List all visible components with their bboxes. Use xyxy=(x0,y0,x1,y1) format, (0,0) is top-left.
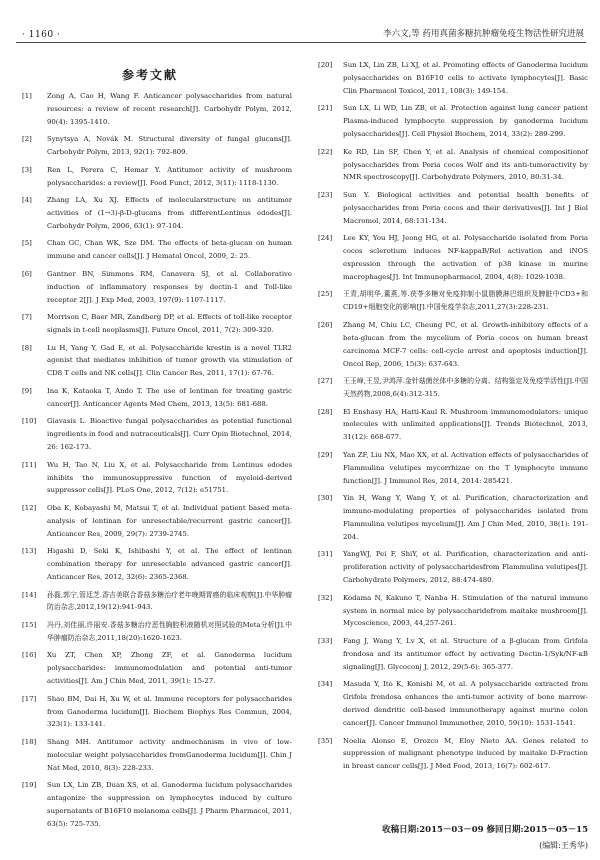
reference-text: Sun LX, Lin ZB, Li XJ, et al. Promoting effects of Ganoderma lucidum polysaccharides on B16F10 cells to activate lymphocytes[J]. Basic Clin Pharmacol Toxicol, 2011, 108(3): 149-154. xyxy=(343,61,588,95)
reference-entry xyxy=(318,102,588,141)
reference-entry xyxy=(22,502,292,541)
reference-entry xyxy=(318,635,588,674)
reference-entry xyxy=(318,189,588,228)
reference-number: [6] xyxy=(22,269,32,278)
reference-number: [5] xyxy=(22,239,32,248)
header-rule xyxy=(16,42,586,43)
reference-number: [22] xyxy=(318,147,333,156)
reference-number: [35] xyxy=(318,736,333,745)
reference-entry xyxy=(22,459,292,498)
reference-entry xyxy=(22,415,292,454)
reference-entry xyxy=(318,548,588,587)
reference-entry xyxy=(22,385,292,411)
reference-entry xyxy=(22,90,292,129)
reference-number: [11] xyxy=(22,460,37,469)
reference-number: [18] xyxy=(22,737,37,746)
reference-number: [32] xyxy=(318,593,333,602)
reference-number: [2] xyxy=(22,135,32,144)
reference-number: [30] xyxy=(318,494,333,503)
reference-number: [17] xyxy=(22,694,37,703)
reference-number: [26] xyxy=(318,320,333,329)
reference-number: [3] xyxy=(22,165,32,174)
reference-entry xyxy=(318,59,588,98)
reference-text: Sun LX, Lin ZB, Duan XS, et al. Ganoderma lucidum polysaccharides antagonize the suppression on lymphocytes induced by culture supernatants of B16F10 melanoma cells[J]. J Pharm Pharmacol, 2011, 63(5): 725-735. xyxy=(47,781,292,828)
reference-entry xyxy=(22,619,292,645)
reference-number: [34] xyxy=(318,680,333,689)
reference-number: [25] xyxy=(318,290,333,299)
reference-entry xyxy=(22,311,292,337)
references-right-column xyxy=(318,59,588,778)
reference-number: [7] xyxy=(22,313,32,322)
reference-entry xyxy=(318,449,588,488)
reference-entry xyxy=(22,779,292,831)
page-number: · 1160 · xyxy=(22,30,61,40)
reference-text: Ke RD, Lin SF, Chen Y, et al. Analysis of chemical compositionof polysaccharides from Poria cocos Wolf and its anti-tumoractivity by NMR spectroscopy[J]. Carbohydrate Polymers, 2010, 80:31-34. xyxy=(343,147,588,182)
reference-number: [24] xyxy=(318,234,333,243)
reference-text: 王玉峰,王昱,尹鸿萍.金针菇菌丝体中多糖的分离、结构鉴定及免疫学活性[J].中国天然药物,2008,6(4):312-315. xyxy=(343,377,588,398)
reference-text: YangWJ, Pei F, ShiY, et al. Purification, characterization and anti-proliferation activity of polysaccharidesfrom Flammulina velutipes[J]. Carbohydrate Polymers, 2012, 88:474-480. xyxy=(343,550,588,585)
reference-number: [33] xyxy=(318,636,333,645)
reference-entry xyxy=(318,232,588,284)
reference-number: [15] xyxy=(22,620,37,629)
reference-number: [31] xyxy=(318,550,333,559)
reference-entry xyxy=(22,649,292,688)
reference-text: Yin H, Wang Y, Wang Y, et al. Purification, characterization and immuno-modulating properties of polysaccharides isolated from Flammulina velutipes mycelium[J]. Am J Chin Med, 2010, 38(1): 191-204. xyxy=(343,494,588,541)
reference-number: [19] xyxy=(22,781,37,790)
reference-text: El Enshasy HA, Hatti-Kaul R. Mushroom immunomodulators: unique molecules with unlimited applications[J]. Trends Biotechnol, 2013, 31(12): 668-677. xyxy=(343,407,588,442)
reference-entry xyxy=(318,406,588,445)
editor-credit: (编辑:王秀华) xyxy=(539,841,588,850)
reference-entry xyxy=(318,288,588,314)
received-revised-dates: 收稿日期:2015－03－09 修回日期:2015－05－15 xyxy=(382,825,588,835)
reference-entry xyxy=(22,133,292,159)
reference-text: Oba K, Kobayashi M, Matsui T, et al. Individual patient based meta-analysis of lentinan for unresectable/recurrent gastric cancer[J]. Anticancer Res, 2009, 29(7): 2739-2745. xyxy=(47,503,292,538)
reference-text: Ina K, Kataoka T, Ando T. The use of lentinan for treating gastric cancer[J]. Anticancer Agents Med Chem, 2013, 13(5): 681-688. xyxy=(47,386,292,408)
reference-text: Fang J, Wang Y, Lv X, et al. Structure of a β-glucan from Grifola frondosa and its antitumor effect by activating Dectin-1/Syk/NF-κB signaling[J]. Glycoconj J, 2012, 29(5-6): 365-377. xyxy=(343,636,588,671)
reference-text: Wu H, Tao N, Liu X, et al. Polysaccharide from Lentinus edodes inhibits the immunosuppressive function of myeloid-derived suppressor cells[J]. PLoS One, 2012, 7(12): e51751. xyxy=(47,460,292,495)
references-left-column xyxy=(22,90,292,836)
reference-entry xyxy=(318,735,588,774)
reference-text: Zhang M, Chiu LC, Cheung PC, et al. Growth-inhibitory effects of a beta-glucan from the mycelium of Poria cocos on human breast carcinoma MCF-7 cells: cell-cycle arrest and apoptosis induction[J]. Oncol Rep, 2006, 15(3): 637-643. xyxy=(343,320,588,368)
reference-text: Masuda Y, Ito K, Konishi M, et al. A polysaccharide extracted from Grifola frondosa enhances the anti-tumor activity of bone marrow-derived dendritic cell-based immunotherapy against murine colon cancer[J]. Cancer Immunol Immunother, 2010, 59(10): 1531-1541. xyxy=(343,680,588,727)
reference-text: Kodama N, Kakuno T, Nanba H. Stimulation of the natural immune system in normal mice by polysaccharidefrom maitake mushroom[J]. Mycoscience, 2003, 44,257-261. xyxy=(343,593,588,628)
reference-number: [21] xyxy=(318,104,333,113)
reference-entry xyxy=(318,375,588,401)
reference-text: 冯丹,刘佳丽,许丽安.香菇多糖治疗恶性胸腔积液随机对照试验的Meta分析[J].中华肿瘤防治杂志,2011,18(20):1620-1623. xyxy=(47,620,292,642)
reference-text: Sun LX, Li WD, Lin ZB, et al. Protection against lung cancer patient Plasma-induced lymphocyte suppression by ganoderma lucidum polysaccharides[J]. Cell Physiol Biochem, 2014, 33(2): 289-299. xyxy=(343,104,588,139)
reference-entry xyxy=(22,237,292,263)
reference-text: Giavasis L. Bioactive fungal polysaccharides as potential functional ingredients in food and nutraceuticals[J]. Curr Opin Biotechnol, 2014, 26: 162-173. xyxy=(47,417,292,452)
reference-text: Chan GC, Chan WK, Sze DM. The effects of beta-glucan on human immune and cancer cells[J]. J Hematol Oncol, 2009, 2: 25. xyxy=(47,239,292,261)
reference-entry xyxy=(318,146,588,185)
reference-number: [13] xyxy=(22,547,37,556)
reference-number: [10] xyxy=(22,417,37,426)
reference-number: [16] xyxy=(22,651,37,660)
reference-entry xyxy=(22,268,292,307)
running-header: 李六文,等 药用真菌多糖抗肿瘤免疫生物活性研究进展 xyxy=(383,29,584,39)
reference-entry xyxy=(22,194,292,233)
reference-text: Zhang LA, Xu XJ. Effects of molecularstructure on antitumor activities of (1→3)-β-D-glucans from differentLentinus edodes[J]. Carbohydr Polym, 2006, 63(1): 97-104. xyxy=(47,196,292,230)
reference-entry xyxy=(318,319,588,371)
reference-text: Synytsya A, Novák M. Structural diversity of fungal glucans[J]. Carbohydr Polym, 2013, 92(1): 792-809. xyxy=(47,135,292,157)
reference-text: Higashi D, Seki K, Ishibashi Y, et al. The effect of lentinan combination therapy for unresectable advanced gastric cancer[J]. Anticancer Res, 2012, 32(6): 2365-2368. xyxy=(47,547,292,582)
reference-text: Sun Y. Biological activities and potential health benefits of polysaccharides from Poria cocos and their derivatives[J]. Int J Biol Macromol, 2014, 68:131-134. xyxy=(343,190,588,225)
reference-entry xyxy=(318,492,588,544)
reference-entry xyxy=(22,164,292,190)
reference-text: Ren L, Perera C, Hemar Y. Antitumor activity of mushroom polysaccharides: a review[J]. Food Funct, 2012, 3(11): 1118-1130. xyxy=(47,165,292,187)
reference-text: Lu H, Yang Y, Gad E, et al. Polysaccharide krestin is a novel TLR2 agonist that mediates inhibition of tumor growth via stimulation of CD8 T cells and NK cells[J]. Clin Cancer Res, 2011, 17(1): 67-76. xyxy=(47,343,292,378)
reference-text: Morrison C, Baer MR, Zandberg DP, et al. Effects of toll-like receptor signals in t-cell neoplasms[J]. Future Oncol, 2011, 7(2): 309-320. xyxy=(47,313,292,335)
reference-number: [9] xyxy=(22,386,32,395)
reference-number: [4] xyxy=(22,196,32,205)
reference-entry xyxy=(22,693,292,732)
reference-text: Zong A, Cao H, Wang F. Anticancer polysaccharides from natural resources: a review of recent research[J]. Carbohydr Polym, 2012, 90(4): 1395-1410. xyxy=(47,92,292,126)
reference-entry xyxy=(318,678,588,730)
reference-text: Shang MH. Antitumor activity andmechanism in vivo of low-molecular weight polysaccharides fromGanoderma lucidum[J]. Chin J Nat Med, 2010, 8(3): 228-233. xyxy=(47,737,292,772)
reference-text: Noelia Alonso E, Orozco M, Eloy Nieto AA. Genes related to suppression of malignant phenotype induced by maitake D-Fraction in breast cancer cells[J]. J Med Food, 2013, 16(7): 602-617. xyxy=(343,736,588,771)
reference-number: [20] xyxy=(318,61,333,69)
reference-text: 王青,胡明华,董燕,等.茯苓多糖对免疫抑制小鼠脂膜淋巴组织及脾脏中CD3+和CD19+细胞变化的影响[J].中国免疫学杂志,2011,27(3):228-231. xyxy=(343,290,588,312)
reference-entry xyxy=(22,736,292,775)
references-heading: 参考文献 xyxy=(121,68,178,82)
reference-number: [27] xyxy=(318,377,333,386)
reference-number: [29] xyxy=(318,450,333,459)
reference-text: 孙磊,郭宁,管廷芝.香吉美联合香菇多糖治疗老年晚期胃癌的临床观察[J].中华肿瘤防治杂志,2012,19(12):941-943. xyxy=(47,590,292,612)
reference-number: [12] xyxy=(22,503,37,512)
reference-number: [14] xyxy=(22,590,37,599)
reference-number: [28] xyxy=(318,407,333,416)
reference-number: [1] xyxy=(22,92,32,100)
reference-number: [23] xyxy=(318,190,333,199)
reference-entry xyxy=(22,589,292,615)
reference-entry xyxy=(22,342,292,381)
reference-text: Shao BM, Dai H, Xu W, et al. Immune receptors for polysaccharides from Ganoderma lucidum[J]. Biochem Biophys Res Commun, 2004, 323(1): 133-141. xyxy=(47,694,292,729)
reference-text: Lee KY, You HJ, Jeong HG, et al. Polysaccharide isolated from Poria cocos sclerotium induces NF-kappaB/Rel activation and iNOS expression through the activation of p38 kinase in murine macrophages[J]. Int Immunopharmacol, 2004, 4(8): 1029-1038. xyxy=(343,234,588,281)
reference-number: [8] xyxy=(22,343,32,352)
reference-text: Xu ZT, Chen XP, Zhong ZF, et al. Ganoderma lucidum polysaccharides: immunomodulation and potential anti-tumor activities[J]. Am J Chin Med, 2011, 39(1): 15-27. xyxy=(47,651,292,686)
reference-text: Gantner BN, Simmons RM, Canavera SJ, et al. Collaborative induction of inflammatory responses by dectin-1 and Toll-like receptor 2[J]. J Exp Med, 2003, 197(9): 1107-1117. xyxy=(47,269,292,304)
reference-entry xyxy=(22,545,292,584)
reference-text: Yan ZF, Liu NX, Mao XX, et al. Activation effects of polysaccharides of Flammulina velutipes mycorrhizae on the T lymphocyte immune function[J]. J Immunol Res, 2014, 2014: 285421. xyxy=(343,450,588,485)
reference-entry xyxy=(318,592,588,631)
